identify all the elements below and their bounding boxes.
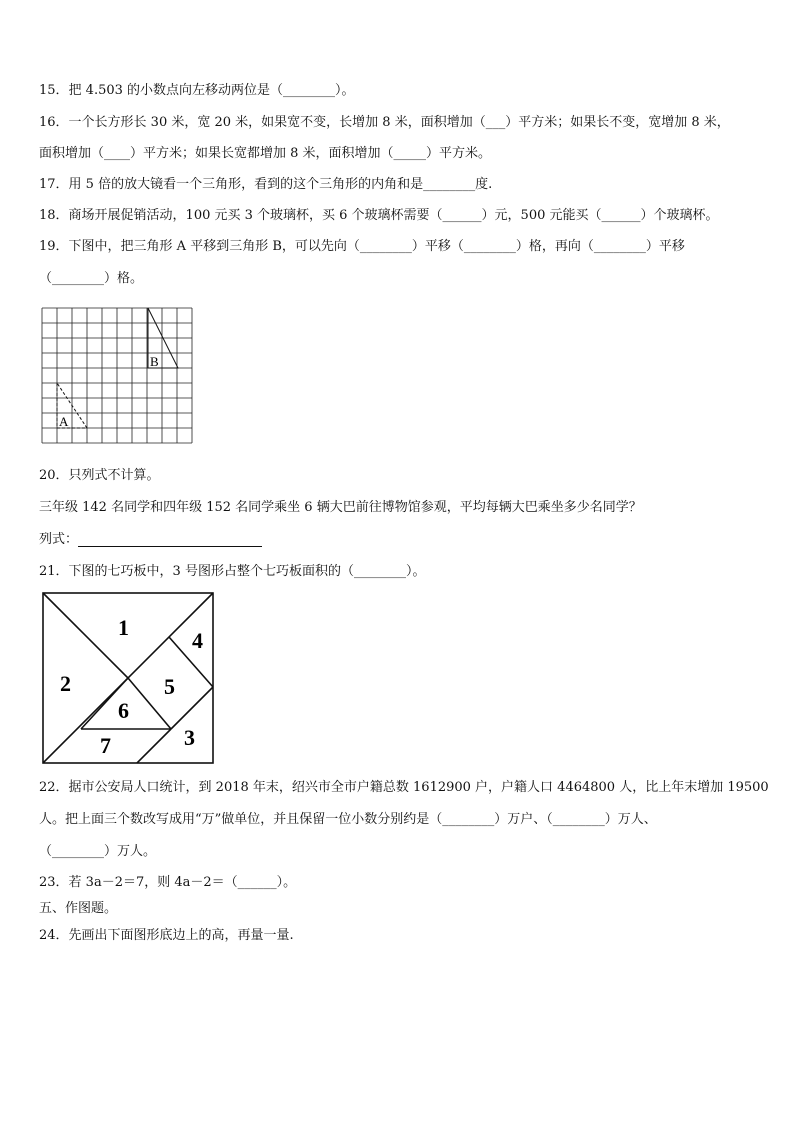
tangram-figure [43,593,215,765]
label-a: A [59,414,69,429]
question-22-line-3: （________）万人。 [39,844,157,859]
answer-line [78,546,262,547]
question-16-line-1: 16．一个长方形长 30 米，宽 20 米，如果宽不变，长增加 8 米，面积增加（___）平方米；如果长不变，宽增加 8 米， [39,115,730,130]
grid-figure [42,308,192,448]
question-21: 21．下图的七巧板中，3 号图形占整个七巧板面积的（________）。 [39,564,426,579]
question-19-line-2: （________）格。 [39,271,144,286]
tangram-label-2: 2 [60,671,71,696]
question-18: 18．商场开展促销活动，100 元买 3 个玻璃杯，买 6 个玻璃杯需要（______）元，500 元能买（______）个玻璃杯。 [39,208,719,223]
question-19-line-1: 19．下图中，把三角形 A 平移到三角形 B，可以先向（________）平移（________）格，再向（________）平移 [39,239,685,254]
question-20-body: 三年级 142 名同学和四年级 152 名同学乘坐 6 辆大巴前往博物馆参观，平均每辆大巴乘坐多少名同学？ [39,500,642,515]
question-22-line-1: 22．据市公安局人口统计，到 2018 年末，绍兴市全市户籍总数 1612900 户，户籍人口 4464800 人，比上年末增加 19500 [39,780,769,795]
label-b: B [150,354,159,369]
tangram-label-4: 4 [192,628,203,653]
question-16-line-2: 面积增加（____）平方米；如果长宽都增加 8 米，面积增加（_____）平方米。 [39,146,492,161]
question-23: 23．若 3a－2＝7，则 4a－2＝（______）。 [39,875,297,890]
question-20-answer-label: 列式： [39,532,79,547]
question-17: 17．用 5 倍的放大镜看一个三角形，看到的这个三角形的内角和是________度. [39,177,493,192]
tangram-label-6: 6 [118,698,129,723]
question-20-title: 20．只列式不计算。 [39,468,160,483]
tangram-label-1: 1 [118,615,129,640]
question-15: 15．把 4.503 的小数点向左移动两位是（________）。 [39,83,355,98]
tangram-label-3: 3 [184,725,195,750]
question-22-line-2: 人。把上面三个数改写成用“万”做单位，并且保留一位小数分别约是（________）万户、（________）万人、 [39,812,657,827]
section-5-heading: 五、作图题。 [39,901,118,916]
question-24: 24．先画出下面图形底边上的高，再量一量. [39,928,294,943]
tangram-label-7: 7 [100,733,111,758]
tangram-label-5: 5 [164,674,175,699]
